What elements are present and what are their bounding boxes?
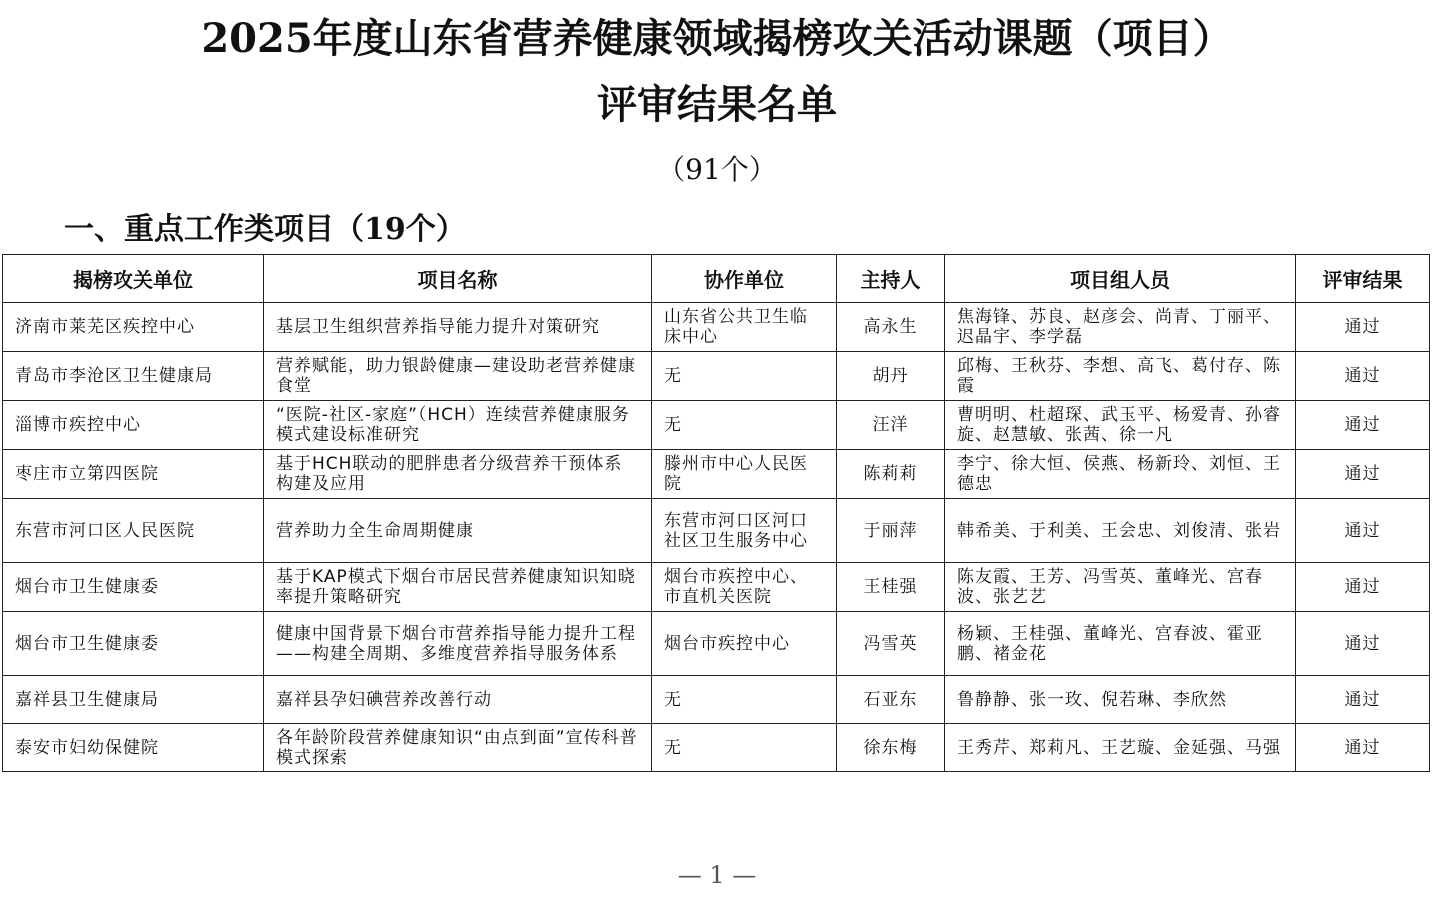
cell-result: 通过 bbox=[1296, 401, 1430, 450]
cell-unit: 嘉祥县卫生健康局 bbox=[3, 676, 264, 724]
total-count: （91个） bbox=[657, 153, 777, 186]
cell-members: 鲁静静、张一玫、倪若琳、李欣然 bbox=[945, 676, 1296, 724]
cell-unit: 枣庄市立第四医院 bbox=[3, 450, 264, 499]
table-row bbox=[3, 352, 1430, 401]
results-table bbox=[2, 254, 1430, 772]
cell-unit: 烟台市卫生健康委 bbox=[3, 612, 264, 676]
table-header-row bbox=[3, 255, 1430, 303]
table-row bbox=[3, 450, 1430, 499]
cell-leader: 高永生 bbox=[837, 303, 945, 352]
cell-result: 通过 bbox=[1296, 303, 1430, 352]
cell-leader: 于丽萍 bbox=[837, 499, 945, 563]
header-result: 评审结果 bbox=[1296, 255, 1430, 303]
cell-partner: 无 bbox=[652, 401, 837, 450]
table-row bbox=[3, 724, 1430, 772]
cell-members: 杨颖、王桂强、董峰光、宫春波、霍亚鹏、褚金花 bbox=[945, 612, 1296, 676]
table-row bbox=[3, 303, 1430, 352]
cell-partner: 山东省公共卫生临床中心 bbox=[652, 303, 837, 352]
header-partner: 协作单位 bbox=[652, 255, 837, 303]
cell-unit: 青岛市李沧区卫生健康局 bbox=[3, 352, 264, 401]
cell-project: “医院-社区-家庭”（HCH）连续营养健康服务模式建设标准研究 bbox=[264, 401, 652, 450]
cell-project: 营养助力全生命周期健康 bbox=[264, 499, 652, 563]
header-project: 项目名称 bbox=[264, 255, 652, 303]
cell-unit: 烟台市卫生健康委 bbox=[3, 563, 264, 612]
cell-partner: 东营市河口区河口社区卫生服务中心 bbox=[652, 499, 837, 563]
cell-leader: 徐东梅 bbox=[837, 724, 945, 772]
cell-leader: 王桂强 bbox=[837, 563, 945, 612]
cell-result: 通过 bbox=[1296, 499, 1430, 563]
cell-members: 曹明明、杜超琛、武玉平、杨爱青、孙睿旋、赵慧敏、张茜、徐一凡 bbox=[945, 401, 1296, 450]
cell-project: 基层卫生组织营养指导能力提升对策研究 bbox=[264, 303, 652, 352]
page-number: — 1 — bbox=[677, 861, 757, 889]
header-leader: 主持人 bbox=[837, 255, 945, 303]
cell-unit: 东营市河口区人民医院 bbox=[3, 499, 264, 563]
cell-unit: 淄博市疾控中心 bbox=[3, 401, 264, 450]
cell-result: 通过 bbox=[1296, 352, 1430, 401]
cell-members: 韩希美、于利美、王会忠、刘俊清、张岩 bbox=[945, 499, 1296, 563]
table-row bbox=[3, 401, 1430, 450]
cell-result: 通过 bbox=[1296, 612, 1430, 676]
table-row bbox=[3, 676, 1430, 724]
cell-project: 基于HCH联动的肥胖患者分级营养干预体系构建及应用 bbox=[264, 450, 652, 499]
cell-project: 健康中国背景下烟台市营养指导能力提升工程——构建全周期、多维度营养指导服务体系 bbox=[264, 612, 652, 676]
cell-partner: 无 bbox=[652, 724, 837, 772]
cell-members: 邱梅、王秋芬、李想、高飞、葛付存、陈霞 bbox=[945, 352, 1296, 401]
cell-project: 基于KAP模式下烟台市居民营养健康知识知晓率提升策略研究 bbox=[264, 563, 652, 612]
table-row bbox=[3, 499, 1430, 563]
cell-partner: 无 bbox=[652, 676, 837, 724]
cell-partner: 烟台市疾控中心、市直机关医院 bbox=[652, 563, 837, 612]
document-title-line2: 评审结果名单 bbox=[597, 81, 837, 128]
document-title-line1: 2025年度山东省营养健康领域揭榜攻关活动课题（项目） bbox=[201, 15, 1233, 62]
cell-leader: 汪洋 bbox=[837, 401, 945, 450]
cell-project: 营养赋能，助力银龄健康—建设助老营养健康食堂 bbox=[264, 352, 652, 401]
cell-result: 通过 bbox=[1296, 724, 1430, 772]
cell-result: 通过 bbox=[1296, 563, 1430, 612]
cell-members: 焦海锋、苏良、赵彦会、尚青、丁丽平、迟晶宇、李学磊 bbox=[945, 303, 1296, 352]
table-row bbox=[3, 563, 1430, 612]
section-heading: 一、重点工作类项目（19个） bbox=[64, 212, 466, 247]
cell-members: 李宁、徐大恒、侯燕、杨新玲、刘恒、王德忠 bbox=[945, 450, 1296, 499]
cell-members: 王秀芹、郑莉凡、王艺璇、金延强、马强 bbox=[945, 724, 1296, 772]
cell-result: 通过 bbox=[1296, 450, 1430, 499]
cell-members: 陈友霞、王芳、冯雪英、董峰光、宫春波、张艺艺 bbox=[945, 563, 1296, 612]
cell-leader: 冯雪英 bbox=[837, 612, 945, 676]
cell-leader: 陈莉莉 bbox=[837, 450, 945, 499]
cell-unit: 济南市莱芜区疾控中心 bbox=[3, 303, 264, 352]
header-members: 项目组人员 bbox=[945, 255, 1296, 303]
header-unit: 揭榜攻关单位 bbox=[3, 255, 264, 303]
cell-partner: 无 bbox=[652, 352, 837, 401]
cell-leader: 胡丹 bbox=[837, 352, 945, 401]
cell-project: 嘉祥县孕妇碘营养改善行动 bbox=[264, 676, 652, 724]
cell-unit: 泰安市妇幼保健院 bbox=[3, 724, 264, 772]
cell-partner: 滕州市中心人民医院 bbox=[652, 450, 837, 499]
cell-result: 通过 bbox=[1296, 676, 1430, 724]
cell-partner: 烟台市疾控中心 bbox=[652, 612, 837, 676]
table-row bbox=[3, 612, 1430, 676]
cell-leader: 石亚东 bbox=[837, 676, 945, 724]
cell-project: 各年龄阶段营养健康知识“由点到面”宣传科普模式探索 bbox=[264, 724, 652, 772]
